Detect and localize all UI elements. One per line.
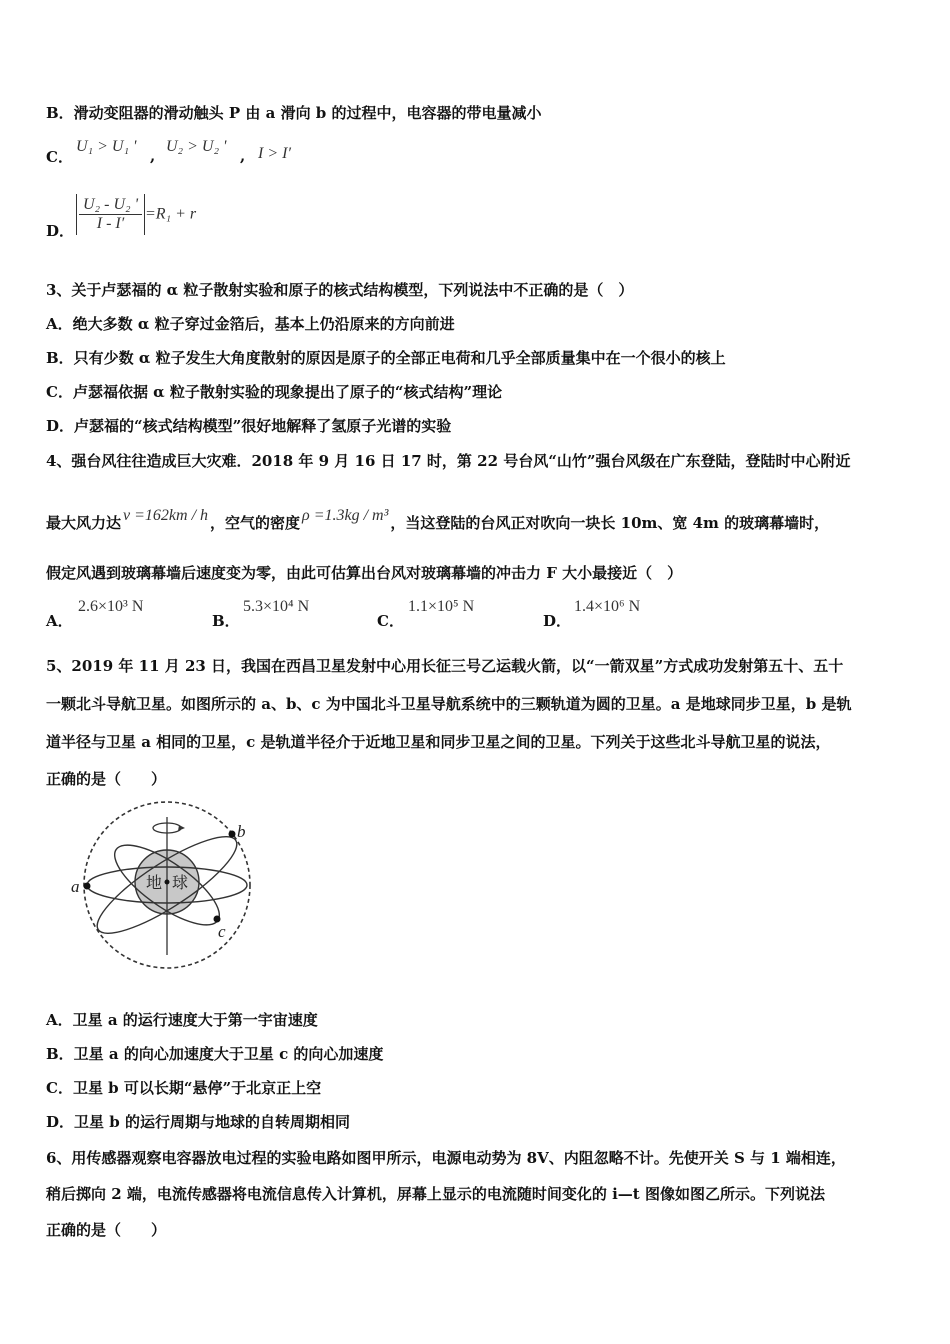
earth-label-1: 地 <box>146 873 163 892</box>
q2-comma-2: , <box>240 147 246 165</box>
q4-stem-line-1: 4、强台风往往造成巨大灾难．2018 年 9 月 16 日 17 时，第 22 号台风“山竹”强台风级在广东登陆，登陆时中心附近 <box>46 452 851 470</box>
q4-option-a-label: A． <box>46 612 73 630</box>
q6-stem-line-3: 正确的是（ ） <box>46 1221 167 1239</box>
q4-stem-line-2 <box>46 507 830 534</box>
q4-option-c-value: 1.1×10⁵ N <box>408 598 475 615</box>
q2-fraction-den: I - I′ <box>96 215 125 232</box>
q5-stem-line-1: 5、2019 年 11 月 23 日，我国在西昌卫星发射中心用长征三号乙运载火箭，以“一箭双星”方式成功发射第五十、五十 <box>46 657 844 675</box>
q3-stem: 3、关于卢瑟福的 α 粒子散射实验和原子的核式结构模型，下列说法中不正确的是（ ） <box>46 281 634 299</box>
q5-option-a: A．卫星 a 的运行速度大于第一宇宙速度 <box>46 1011 318 1029</box>
earth-label-2: 球 <box>172 873 189 892</box>
q4-stem-2a: 最大风力达 <box>46 514 122 532</box>
q3-option-c: C．卢瑟福依据 α 粒子散射实验的现象提出了原子的“核式结构”理论 <box>46 383 503 401</box>
q2-abs-bars <box>76 194 145 235</box>
q2-fraction-num: U₂ - U₂ ' <box>79 196 142 215</box>
satellite-a <box>84 883 91 890</box>
q2-option-c-math-2: U₂ > U₂ ' <box>166 138 227 155</box>
q6-stem-line-1: 6、用传感器观察电容器放电过程的实验电路如图甲所示，电源电动势为 8V、内阻忽略不计。先使开关 S 与 1 端相连， <box>46 1149 846 1167</box>
q2-fraction <box>79 196 142 233</box>
satellite-orbit-diagram <box>62 795 262 980</box>
q3-option-d: D．卢瑟福的“核式结构模型”很好地解释了氢原子光谱的实验 <box>46 417 452 435</box>
q4-option-c-label: C． <box>377 612 404 630</box>
q5-option-d: D．卫星 b 的运行周期与地球的自转周期相同 <box>46 1113 350 1131</box>
q5-option-b: B．卫星 a 的向心加速度大于卫星 c 的向心加速度 <box>46 1045 384 1063</box>
label-b: b <box>237 822 246 841</box>
q4-stem-2b: ，空气的密度 <box>210 514 301 532</box>
q4-option-b-value: 5.3×10⁴ N <box>243 598 310 615</box>
q2-option-c <box>46 147 73 167</box>
q2-fraction-rhs: =R₁ + r <box>144 205 197 223</box>
q4-option-d-label: D． <box>543 612 572 630</box>
q4-stem-2c: ，当这登陆的台风正对吹向一块长 10m、宽 4m 的玻璃幕墙时， <box>390 514 830 532</box>
q4-option-d-value: 1.4×10⁶ N <box>574 598 641 615</box>
q5-stem-line-4: 正确的是（ ） <box>46 770 167 788</box>
q2-option-c-math-1: U₁ > U₁ ' <box>76 138 137 155</box>
q2-option-c-label: C． <box>46 148 73 166</box>
earth-center-dot <box>165 880 170 885</box>
q6-stem-line-2: 稍后掷向 2 端，电流传感器将电流信息传入计算机，屏幕上显示的电流随时间变化的 i—t 图像如图乙所示。下列说法 <box>46 1185 825 1203</box>
q2-option-b: B．滑动变阻器的滑动触头 P 由 a 滑向 b 的过程中，电容器的带电量减小 <box>46 104 542 122</box>
label-a: a <box>71 877 80 896</box>
q2-option-c-math-3: I > I′ <box>258 145 291 162</box>
q2-option-d-formula <box>76 194 196 235</box>
q4-stem-line-3: 假定风遇到玻璃幕墙后速度变为零，由此可估算出台风对玻璃幕墙的冲击力 F 大小最接近（ ） <box>46 564 683 582</box>
q2-option-d-label: D． <box>46 222 75 240</box>
q3-option-a: A．绝大多数 α 粒子穿过金箔后，基本上仍沿原来的方向前进 <box>46 315 455 333</box>
q3-option-b: B．只有少数 α 粒子发生大角度散射的原因是原子的全部正电荷和几乎全部质量集中在一个很小的核上 <box>46 349 726 367</box>
rotation-arrowhead <box>178 825 185 831</box>
q4-density: ρ =1.3kg / m³ <box>302 507 389 524</box>
q5-stem-line-2: 一颗北斗导航卫星。如图所示的 a、b、c 为中国北斗卫星导航系统中的三颗轨道为圆的卫星。a 是地球同步卫星，b 是轨 <box>46 695 852 713</box>
q4-option-a-value: 2.6×10³ N <box>78 598 144 615</box>
label-c: c <box>218 922 226 941</box>
q4-velocity: v =162km / h <box>123 507 209 524</box>
q5-option-c: C．卫星 b 可以长期“悬停”于北京正上空 <box>46 1079 322 1097</box>
satellite-b <box>229 831 236 838</box>
q5-stem-line-3: 道半径与卫星 a 相同的卫星，c 是轨道半径介于近地卫星和同步卫星之间的卫星。下列关于这些北斗导航卫星的说法， <box>46 733 831 751</box>
q2-comma-1: , <box>150 147 156 165</box>
q4-option-b-label: B． <box>212 612 240 630</box>
